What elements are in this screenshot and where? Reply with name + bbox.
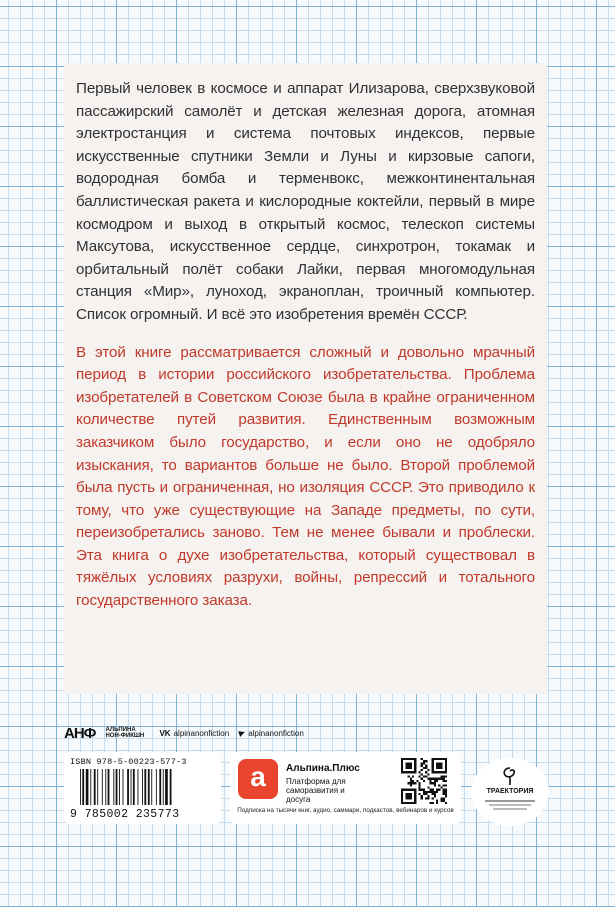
publisher-name: АЛЬПИНА НОН-ФИКШН	[105, 726, 145, 739]
promo-title: Альпина.Плюс	[286, 763, 360, 774]
isbn-label: ISBN 978-5-00223-577-3	[70, 757, 187, 767]
promo-subtitle: Платформа для саморазвития и досуга	[286, 777, 346, 804]
alpina-plus-promo	[230, 752, 461, 824]
qr-code-icon[interactable]	[401, 758, 447, 804]
trajectory-tagline	[481, 798, 539, 812]
isbn-barcode-box	[64, 752, 221, 824]
promo-footer: Подписка на тысячи книг, аудио, саммари, подкастов, вебинаров и курсов	[237, 807, 454, 814]
vk-handle: alpinanonfiction	[173, 728, 230, 738]
app-icon-letter: a	[250, 761, 266, 792]
publisher-brand-row	[64, 723, 304, 743]
telegram-handle: alpinanonfiction	[248, 728, 304, 738]
telegram-link[interactable]	[239, 729, 304, 738]
publisher-logo: АНФ	[64, 724, 96, 742]
trajectory-foundation-badge	[471, 758, 549, 826]
barcode-icon	[78, 769, 208, 805]
trajectory-name: ТРАЕКТОРИЯ	[486, 788, 534, 795]
telegram-icon	[238, 729, 246, 737]
vk-icon: VK	[159, 728, 171, 738]
vk-link[interactable]	[159, 729, 229, 738]
description-panel	[64, 63, 547, 694]
description-paragraph-summary: В этой книге рассматривается сложный и довольно мрачный период в истории российского изобретательства. Проблема изобретателей в Советском Союзе была в крайне ограниченном количестве путей развития. Единственным возможным заказчиком было государство, и если оно не одобряло изыскания, то вариантов больше не было. Второй проблемой была пусть и ограниченная, но изоляция СССР. Это приводило к тому, что уже существующие на Западе предметы, по сути, переизобретались заново. Тем не менее бывали и проблески. Эта книга о духе изобретательства, который существовал в тяжёлых условиях разрухи, войны, репрессий и тотального государственного заказа.	[76, 343, 535, 610]
alpina-plus-app-icon	[238, 759, 278, 799]
description-paragraph-intro: Первый человек в космосе и аппарат Илизарова, сверхзвуковой пассажирский самолёт и детская железная дорога, атомная электростанция и система почтовых индексов, первые искусственные спутники Земли и Луны и кирзовые сапоги, водородная бомба и терменвокс, межконтинентальная баллистическая ракета и кислородные коктейли, первый в мире космодром и выход в открытый космос, телескоп системы Максутова, искусственное сердце, синхротрон, токамак и орбитальный полёт собаки Лайки, первая многомодульная станция «Мир», луноход, экраноплан, троичный компьютер. Список огромный. И всё это изобретения времён СССР.	[76, 80, 535, 323]
trajectory-logo-icon	[501, 766, 519, 786]
barcode-digits: 9 785002 235773	[70, 808, 180, 821]
